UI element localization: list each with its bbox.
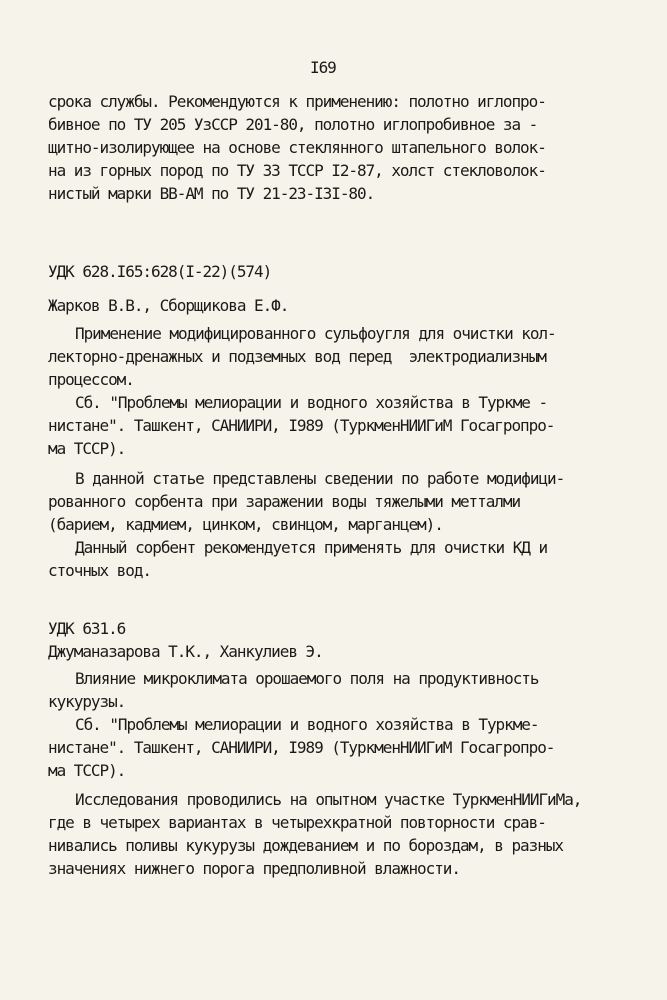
continuation-line: срока службы. Рекомендуются к применению: полотно иглопро- <box>48 92 546 111</box>
continuation-line: бивное по ТУ 205 УзССР 201-80, полотно иглопробивное за - <box>48 115 538 134</box>
abstract-line: рованного сорбента при заражении воды тяжелыми метталми <box>48 492 521 511</box>
authors: Жарков В.В., Сборщикова Е.Ф. <box>48 296 289 315</box>
abstract-line: сточных вод. <box>48 561 151 580</box>
abstract-line: В данной статье представлены сведении по работе модифици- <box>75 469 565 488</box>
continuation-line: на из горных пород по ТУ 33 ТССР I2-87, холст стекловолок- <box>48 161 546 180</box>
abstract-line: значениях нижнего порога предполивной влажности. <box>48 859 460 878</box>
article-title-line: Влияние микроклимата орошаемого поля на продуктивность <box>75 669 539 688</box>
abstract-line: Данный сорбент рекомендуется применять для очистки КД и <box>75 538 548 557</box>
udk-code: УДК 631.6 <box>48 619 126 638</box>
authors: Джуманазарова Т.К., Ханкулиев Э. <box>48 642 323 661</box>
source-line: Сб. "Проблемы мелиорации и водного хозяйства в Туркме - <box>75 393 548 412</box>
continuation-line: щитно-изолирующее на основе стеклянного штапельного волок- <box>48 138 546 157</box>
source-line: ма ТССР). <box>48 439 126 458</box>
source-line: нистане". Ташкент, САНИИРИ, I989 (ТуркменНИИГиМ Госагропро- <box>48 416 555 435</box>
page-number: I69 <box>310 58 336 77</box>
article-title-line: лекторно-дренажных и подземных вод перед электродиализным <box>48 347 546 366</box>
udk-code: УДК 628.I65:628(I-22)(574) <box>48 262 272 281</box>
article-title-line: процессом. <box>48 370 134 389</box>
abstract-line: где в четырех вариантах в четырехкратной повторности срав- <box>48 813 546 832</box>
article-title-line: кукурузы. <box>48 692 126 711</box>
article-title-line: Применение модифицированного сульфоугля для очистки кол- <box>75 324 556 343</box>
source-line: ма ТССР). <box>48 761 126 780</box>
abstract-line: (барием, кадмием, цинком, свинцом, марганцем). <box>48 515 443 534</box>
source-line: нистане". Ташкент, САНИИРИ, I989 (ТуркменНИИГиМ Госагропро- <box>48 738 555 757</box>
abstract-line: нивались поливы кукурузы дождеванием и по бороздам, в разных <box>48 836 563 855</box>
abstract-line: Исследования проводились на опытном участке ТуркменНИИГиМа, <box>75 790 582 809</box>
continuation-line: нистый марки ВВ-АМ по ТУ 21-23-I3I-80. <box>48 184 375 203</box>
source-line: Сб. "Проблемы мелиорации и водного хозяйства в Туркме- <box>75 715 539 734</box>
